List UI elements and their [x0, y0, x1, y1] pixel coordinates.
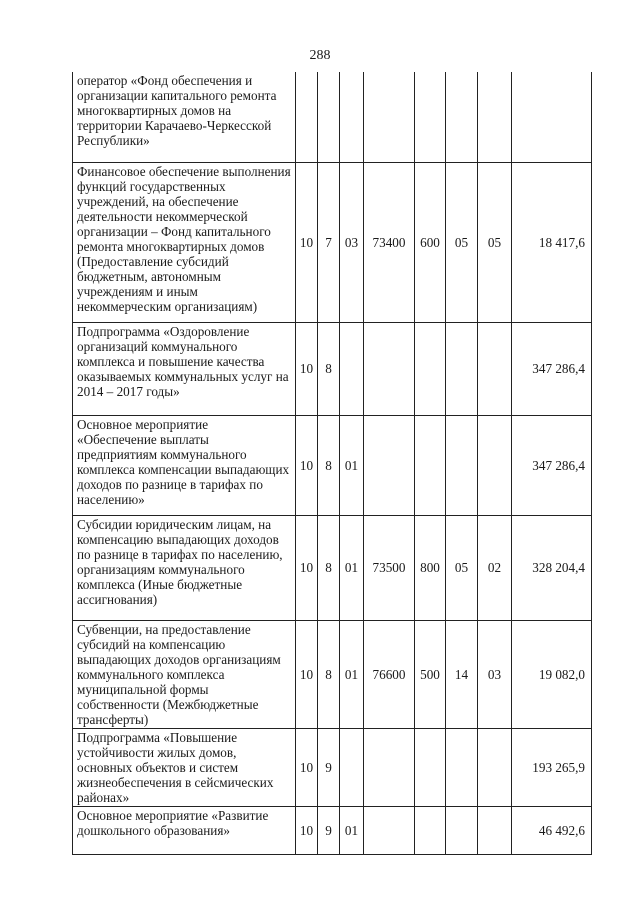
cell-section: 10: [296, 162, 318, 322]
cell-section: 10: [296, 806, 318, 854]
cell-expense-type: 600: [415, 162, 446, 322]
cell-section: 10: [296, 415, 318, 515]
table-row: [73, 322, 592, 415]
cell-code-a: [446, 806, 478, 854]
cell-amount: [512, 72, 592, 162]
cell-amount: 347 286,4: [512, 322, 592, 415]
cell-program: 01: [340, 515, 364, 620]
cell-expense-type: [415, 322, 446, 415]
cell-direction: [364, 415, 415, 515]
cell-code-a: [446, 72, 478, 162]
cell-code-b: [478, 72, 512, 162]
cell-code-a: [446, 415, 478, 515]
cell-code-b: [478, 322, 512, 415]
cell-program: [340, 322, 364, 415]
cell-code-b: [478, 415, 512, 515]
cell-program: 03: [340, 162, 364, 322]
cell-code-a: 14: [446, 620, 478, 728]
cell-amount: 46 492,6: [512, 806, 592, 854]
cell-amount: 19 082,0: [512, 620, 592, 728]
cell-subsection: 9: [318, 806, 340, 854]
cell-code-a: 05: [446, 515, 478, 620]
cell-section: 10: [296, 515, 318, 620]
cell-section: 10: [296, 620, 318, 728]
row-description: Субвенции, на предоставление субсидий на компенсацию выпадающих доходов организациям коммунального комплекса муниципальной формы собственности (Межбюджетные трансферты): [73, 620, 296, 728]
row-description: оператор «Фонд обеспечения и организации капитального ремонта многоквартирных домов на территории Карачаево-Черкесской Республики»: [73, 72, 296, 162]
cell-section: 10: [296, 728, 318, 806]
row-description: Основное мероприятие «Обеспечение выплаты предприятиям коммунального комплекса компенсации выпадающих доходов по разнице в тарифах по населению»: [73, 415, 296, 515]
cell-subsection: 8: [318, 415, 340, 515]
cell-section: 10: [296, 322, 318, 415]
table-row: [73, 728, 592, 806]
cell-code-a: 05: [446, 162, 478, 322]
cell-section: [296, 72, 318, 162]
cell-amount: 347 286,4: [512, 415, 592, 515]
cell-program: 01: [340, 620, 364, 728]
cell-direction: [364, 728, 415, 806]
row-description: Субсидии юридическим лицам, на компенсацию выпадающих доходов по разнице в тарифах по населению, организациям коммунального комплекса (Иные бюджетные ассигнования): [73, 515, 296, 620]
table-row: [73, 415, 592, 515]
cell-code-b: 05: [478, 162, 512, 322]
cell-amount: 328 204,4: [512, 515, 592, 620]
row-description: Подпрограмма «Оздоровление организаций коммунального комплекса и повышение качества оказываемых коммунальных услуг на 2014 – 2017 годы»: [73, 322, 296, 415]
cell-code-b: [478, 806, 512, 854]
cell-subsection: 8: [318, 620, 340, 728]
row-description: Финансовое обеспечение выполнения функций государственных учреждений, на обеспечение деятельности некоммерческой организации – Фонд капитального ремонта многоквартирных домов (Предоставление субсидий бюджетным, автономным учреждениям и иным некоммерческим организациям): [73, 162, 296, 322]
cell-amount: 193 265,9: [512, 728, 592, 806]
cell-program: [340, 72, 364, 162]
cell-expense-type: [415, 806, 446, 854]
cell-program: [340, 728, 364, 806]
page-number: 288: [309, 48, 331, 63]
cell-program: 01: [340, 415, 364, 515]
table-row: [73, 515, 592, 620]
cell-direction: [364, 72, 415, 162]
cell-subsection: 8: [318, 322, 340, 415]
cell-expense-type: [415, 728, 446, 806]
cell-expense-type: 800: [415, 515, 446, 620]
cell-direction: 76600: [364, 620, 415, 728]
table-row: [73, 806, 592, 854]
cell-direction: [364, 322, 415, 415]
table-row: [73, 72, 592, 162]
cell-code-a: [446, 728, 478, 806]
row-description: Подпрограмма «Повышение устойчивости жилых домов, основных объектов и систем жизнеобеспечения в сейсмических районах»: [73, 728, 296, 806]
cell-code-b: 03: [478, 620, 512, 728]
cell-subsection: 9: [318, 728, 340, 806]
cell-code-a: [446, 322, 478, 415]
table-row: [73, 162, 592, 322]
cell-direction: 73500: [364, 515, 415, 620]
cell-expense-type: 500: [415, 620, 446, 728]
cell-expense-type: [415, 415, 446, 515]
cell-direction: 73400: [364, 162, 415, 322]
cell-expense-type: [415, 72, 446, 162]
cell-code-b: [478, 728, 512, 806]
row-description: Основное мероприятие «Развитие дошкольного образования»: [73, 806, 296, 854]
cell-program: 01: [340, 806, 364, 854]
cell-subsection: [318, 72, 340, 162]
cell-code-b: 02: [478, 515, 512, 620]
table-row: [73, 620, 592, 728]
cell-subsection: 7: [318, 162, 340, 322]
budget-table: [72, 72, 592, 855]
cell-subsection: 8: [318, 515, 340, 620]
cell-amount: 18 417,6: [512, 162, 592, 322]
cell-direction: [364, 806, 415, 854]
